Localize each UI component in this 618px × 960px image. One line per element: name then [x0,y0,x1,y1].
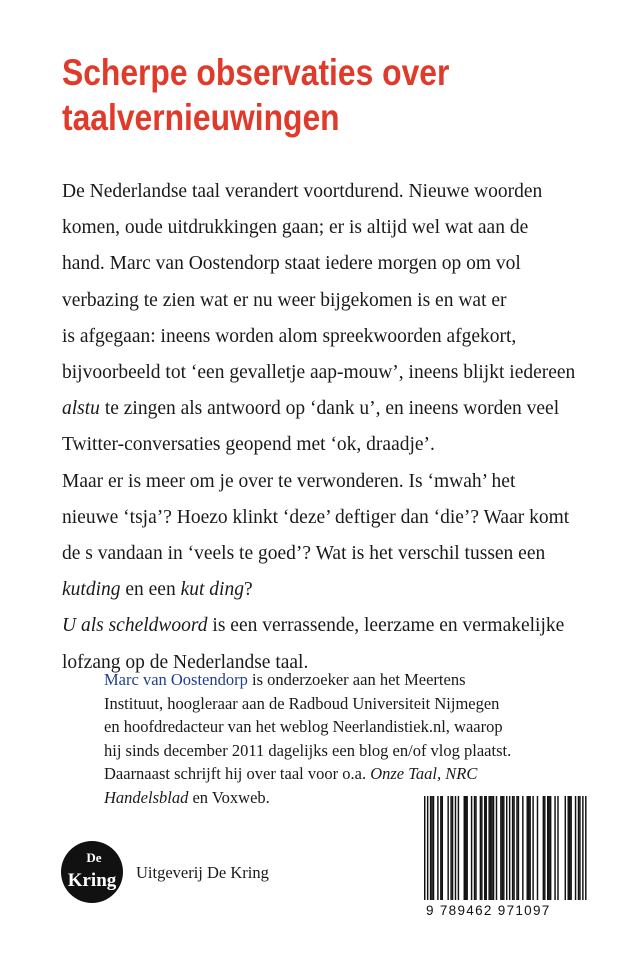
barcode-bar [458,796,459,900]
description-line: U als scheldwoord is een verrassende, leerzame en vermakelijke [62,615,565,637]
barcode-bar [554,796,555,900]
barcode-bar [481,796,482,900]
barcode-bar [502,796,503,900]
barcode-bar [512,796,513,900]
barcode-bar [466,796,467,900]
barcode-bar [491,796,492,900]
description-line: hand. Marc van Oostendorp staat iedere morgen op om vol [62,253,521,275]
barcode-bar [427,796,428,900]
barcode-bar [548,796,549,900]
barcode-bar [471,796,472,900]
barcode-bar [500,796,501,900]
barcode-bar [565,796,566,900]
back-cover-title [62,50,526,140]
barcode-bars [424,796,588,900]
barcode-bar [518,796,519,900]
barcode-bar [516,796,517,900]
barcode-bar [496,796,497,900]
description-line: Twitter-conversaties geopend met ‘ok, draadje’. [62,434,435,456]
barcode-bar [437,796,438,900]
bio-line: en hoofdredacteur van het weblog Neerlandistiek.nl, waarop [104,717,503,737]
barcode-bar [568,796,569,900]
svg-text:Kring: Kring [67,870,117,891]
description-line: verbazing te zien wat er nu weer bijgekomen is en wat er [62,289,507,311]
barcode-bar [440,796,441,900]
barcode-bar [537,796,538,900]
description-line: alstu te zingen als antwoord op ‘dank u’, en ineens worden veel [62,398,560,420]
description-line: kutding en een kut ding? [62,579,253,601]
description-line: de s vandaan in ‘veels te goed’? Wat is het verschil tussen een [62,543,546,565]
barcode-bar [455,796,456,900]
svg-text:De: De [86,850,102,865]
barcode-bar [464,796,465,900]
barcode-bar [503,796,504,900]
barcode-bar [575,796,576,900]
barcode-bar [550,796,551,900]
barcode-bar [486,796,487,900]
barcode-bar [570,796,571,900]
author-bio [104,668,584,810]
bio-line: Instituut, hoogleraar aan de Radboud Universiteit Nijmegen [104,693,500,713]
barcode-bar [433,796,434,900]
title-line-2: taalvernieuwingen [62,97,340,138]
barcode-bar [585,796,586,900]
italic-term: kutding [62,579,121,601]
description-line: bijvoorbeeld tot ‘een gevalletje aap-mouw’, ineens blijkt iedereen [62,362,576,384]
book-description [62,174,576,681]
title-line-1: Scherpe observaties over [62,52,450,93]
barcode-bar [527,796,528,900]
barcode-bar [557,796,558,900]
bio-line: hij sinds december 2011 dagelijks een blog en/of vlog plaatst. [104,740,512,760]
barcode-bar [569,796,570,900]
barcode-bar [543,796,544,900]
barcode-bar [532,796,533,900]
description-line: Maar er is meer om je over te verwonderen. Is ‘mwah’ het [62,470,516,492]
barcode-bar [490,796,491,900]
barcode-bar [493,796,494,900]
barcode-bar [529,796,530,900]
barcode-bar [465,796,466,900]
barcode-bar [475,796,476,900]
barcode-bar [582,796,583,900]
italic-term: kut ding [180,579,244,601]
publisher-name: Uitgeverij De Kring [136,863,269,882]
barcode-bar [442,796,443,900]
author-name: Marc van Oostendorp [104,670,248,689]
barcode-bar [547,796,548,900]
bio-line: Handelsblad en Voxweb. [104,787,270,807]
isbn-number: 9 789462 971097 [426,903,551,918]
barcode-bar [480,796,481,900]
barcode-bar [450,796,451,900]
barcode-bar [578,796,579,900]
barcode-bar [484,796,485,900]
barcode-bar [513,796,514,900]
book-title-italic: U als scheldwoord [62,615,208,637]
barcode-bar [431,796,432,900]
barcode-bar [488,796,489,900]
barcode-bar [424,796,425,900]
barcode-bar [522,796,523,900]
barcode-bar [452,796,453,900]
isbn-barcode [416,790,596,930]
italic-term: alstu [62,398,100,420]
barcode-bar [506,796,507,900]
barcode-bar [544,796,545,900]
description-line: is afgegaan: ineens worden alom spreekwoorden afgekort, [62,325,517,347]
barcode-bar [528,796,529,900]
description-line: komen, oude uitdrukkingen gaan; er is altijd wel wat aan de [62,217,529,239]
bio-line: Daarnaast schrijft hij over taal voor o.a. Onze Taal, NRC [104,764,478,784]
barcode-bar [447,796,448,900]
description-line: lofzang op de Nederlandse taal. [62,651,309,673]
barcode-bar [474,796,475,900]
barcode-bar [430,796,431,900]
bio-line: Marc van Oostendorp is onderzoeker aan het Meertens [104,670,466,689]
publisher-logo-icon [60,840,124,904]
description-line: nieuwe ‘tsja’? Hoezo klinkt ‘deze’ deftiger dan ‘die’? Waar komt [62,506,570,528]
barcode-bar [509,796,510,900]
barcode-bar [579,796,580,900]
description-line: De Nederlandse taal verandert voortdurend. Nieuwe woorden [62,181,543,202]
